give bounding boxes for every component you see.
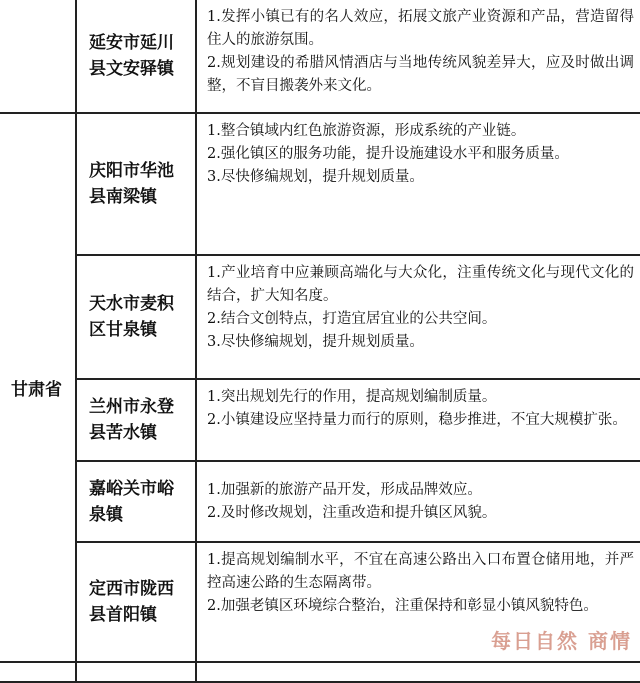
note-item: 3.尽快修编规划，提升规划质量。 <box>207 169 424 185</box>
town-cell-next <box>76 662 196 682</box>
note-item: 2.及时修改规划，注重改造和提升镇区风貌。 <box>207 504 497 521</box>
town-name: 兰州市永登县苦水镇 <box>76 379 196 461</box>
table-row <box>0 379 640 461</box>
town-notes <box>196 255 640 379</box>
town-notes <box>196 379 640 461</box>
town-name: 定西市陇西县首阳镇 <box>76 542 196 662</box>
note-item: 3.尽快修编规划，提升规划质量。 <box>207 334 424 350</box>
table-row <box>0 113 640 255</box>
note-item: 2.加强老镇区环境综合整治，注重保持和彰显小镇风貌特色。 <box>207 598 598 614</box>
table-row <box>0 461 640 542</box>
watermark-logo: 每日自然 商情 <box>491 629 632 653</box>
table-row <box>0 255 640 379</box>
town-name: 延安市延川县文安驿镇 <box>76 0 196 113</box>
note-item: 1.提高规划编制水平，不宜在高速公路出入口布置仓储用地，并严控高速公路的生态隔离带。 <box>207 552 634 591</box>
note-item: 2.规划建设的希腊风情酒店与当地传统风貌差异大，应及时做出调整，不盲目搬袭外来文化。 <box>207 55 634 94</box>
note-item: 1.加强新的旅游产品开发，形成品牌效应。 <box>207 481 482 498</box>
note-item: 1.发挥小镇已有的名人效应，拓展文旅产业资源和产品，营造留得住人的旅游氛围。 <box>207 9 634 48</box>
note-item: 2.小镇建设应坚持量力而行的原则，稳步推进，不宜大规模扩张。 <box>207 412 627 428</box>
note-item: 1.整合镇域内红色旅游资源，形成系统的产业链。 <box>207 123 526 139</box>
town-notes <box>196 0 640 113</box>
town-notes <box>196 113 640 255</box>
province-name: 甘肃省 <box>0 113 76 662</box>
table-row <box>0 662 640 682</box>
town-name: 庆阳市华池县南梁镇 <box>76 113 196 255</box>
table-row <box>0 0 640 113</box>
province-cell-next <box>0 662 76 682</box>
note-item: 2.结合文创特点，打造宜居宜业的公共空间。 <box>207 311 497 327</box>
note-item: 1.产业培育中应兼顾高端化与大众化，注重传统文化与现代文化的结合，扩大知名度。 <box>207 265 634 304</box>
note-item: 2.强化镇区的服务功能，提升设施建设水平和服务质量。 <box>207 146 569 162</box>
town-notes <box>196 461 640 542</box>
notes-cell-next <box>196 662 640 682</box>
province-cell-prev <box>0 0 76 113</box>
town-name: 天水市麦积区甘泉镇 <box>76 255 196 379</box>
town-name: 嘉峪关市峪泉镇 <box>76 461 196 542</box>
note-item: 1.突出规划先行的作用，提高规划编制质量。 <box>207 389 497 405</box>
